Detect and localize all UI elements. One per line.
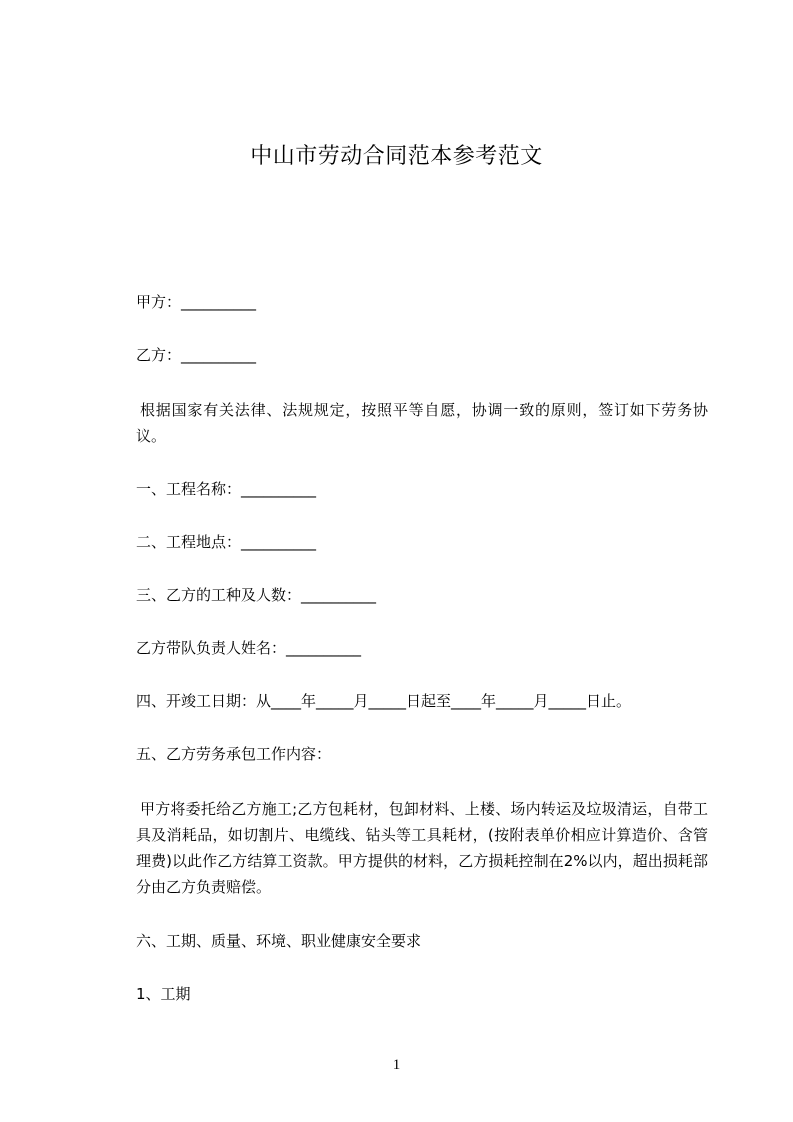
item-worker-types: 三、乙方的工种及人数：__________ bbox=[136, 586, 377, 604]
item-project-name: 一、工程名称：__________ bbox=[136, 480, 317, 498]
party-a-line: 甲方：__________ bbox=[136, 293, 257, 311]
item-requirements-heading: 六、工期、质量、环境、职业健康安全要求 bbox=[136, 932, 422, 950]
work-content-paragraph: 甲方将委托给乙方施工;乙方包耗材，包卸材料、上楼、场内转运及垃圾清运，自带工具及消耗品，如切割片、电缆线、钻头等工具耗材，(按附表单价相应计算造价、含管理费)以此作乙方结算工资款。甲方提供的材料，乙方损耗控制在2%以内，超出损耗部分由乙方负责赔偿。 bbox=[136, 800, 708, 896]
item-dates: 四、开竣工日期：从____年_____月_____日起至____年_____月_____日止。 bbox=[136, 692, 632, 710]
sub-item-schedule: 1、工期 bbox=[136, 985, 191, 1003]
page-number: 1 bbox=[392, 1057, 401, 1073]
intro-paragraph: 根据国家有关法律、法规规定，按照平等自愿，协调一致的原则，签订如下劳务协议。 bbox=[136, 401, 708, 445]
team-leader-line: 乙方带队负责人姓名：__________ bbox=[136, 639, 362, 657]
party-b-line: 乙方：__________ bbox=[136, 346, 257, 364]
item-work-content-heading: 五、乙方劳务承包工作内容： bbox=[136, 745, 332, 763]
document-title: 中山市劳动合同范本参考范文 bbox=[250, 144, 543, 169]
item-project-location: 二、工程地点：__________ bbox=[136, 533, 317, 551]
